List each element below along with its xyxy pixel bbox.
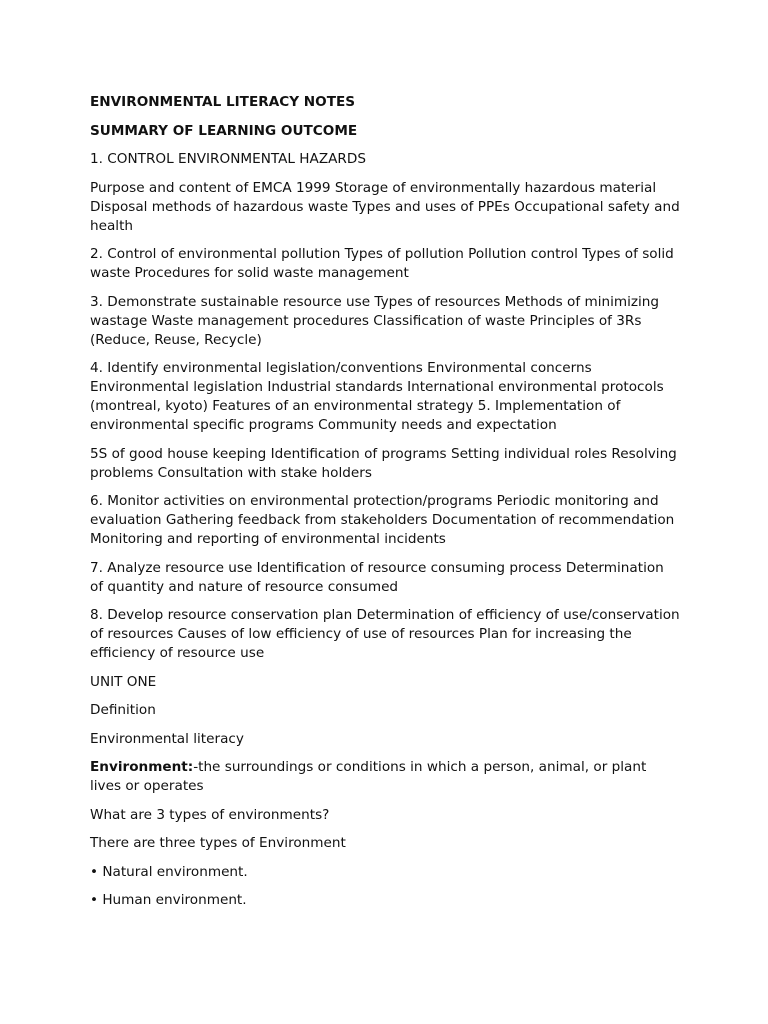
document-page (90, 93, 680, 920)
outcome-paragraph: 1. CONTROL ENVIRONMENTAL HAZARDS (90, 151, 366, 167)
outcome-paragraph: 7. Analyze resource use Identification of resource consuming process Determination of quantity and nature of resource consumed (90, 559, 664, 595)
outcome-paragraph: 2. Control of environmental pollution Types of pollution Pollution control Types of solid waste Procedures for solid waste management (90, 246, 674, 281)
outcome-paragraph: 6. Monitor activities on environmental protection/programs Periodic monitoring and evaluation Gathering feedback from stakeholders Documentation of recommendation Monitoring and reporting of environmental incidents (90, 493, 675, 547)
question-text: What are 3 types of environments? (90, 806, 330, 823)
environment-definition: -the surroundings or conditions in which a person, animal, or plant lives or operates (90, 759, 647, 794)
unit-heading: UNIT ONE (90, 673, 157, 690)
outcome-paragraph: 5S of good house keeping Identification of programs Setting individual roles Resolving problems Consultation with stake holders (90, 445, 677, 481)
environment-definition-paragraph (90, 758, 680, 796)
document-title: ENVIRONMENTAL LITERACY NOTES (90, 94, 356, 110)
topic-label: Environmental literacy (90, 730, 244, 747)
list-item: • Natural environment. (90, 863, 248, 880)
outcome-paragraph: 4. Identify environmental legislation/conventions Environmental concerns Environmental legislation Industrial standards International environmental protocols (montreal, kyoto) Features of an environmental strategy 5. Implementation of environmental specific programs Community needs and expectation (90, 360, 664, 433)
environment-term: Environment: (90, 759, 194, 775)
answer-intro: There are three types of Environment (90, 835, 346, 851)
outcome-paragraph: Purpose and content of EMCA 1999 Storage of environmentally hazardous material Disposal methods of hazardous waste Types and uses of PPEs Occupational safety and health (90, 179, 680, 234)
outcome-paragraph: 3. Demonstrate sustainable resource use Types of resources Methods of minimizing wastage Waste management procedures Classification of waste Principles of 3Rs (Reduce, Reuse, Recycle) (90, 293, 660, 348)
list-item: • Human environment. (90, 892, 247, 908)
outcome-paragraph: 8. Develop resource conservation plan Determination of efficiency of use/conservation of resources Causes of low efficiency of use of resources Plan for increasing the efficiency of resource use (90, 607, 680, 661)
definition-label: Definition (90, 702, 156, 718)
document-subtitle: SUMMARY OF LEARNING OUTCOME (90, 122, 358, 139)
